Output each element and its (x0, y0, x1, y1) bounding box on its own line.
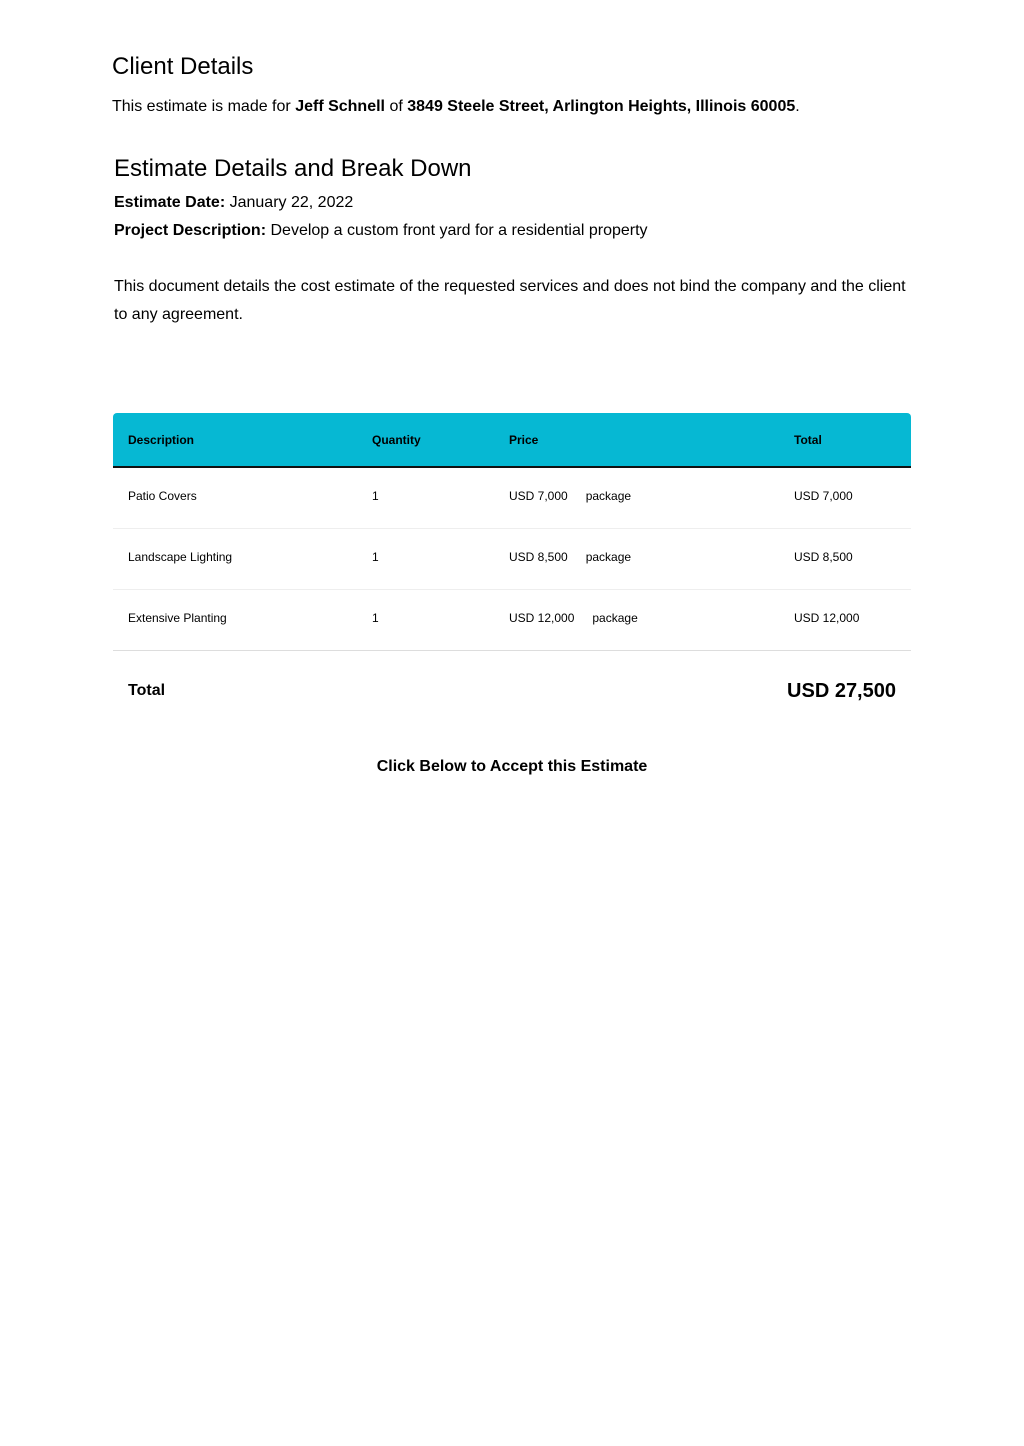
row-price-unit: package (592, 611, 638, 625)
client-intro-line (112, 96, 800, 118)
estimate-date-line (114, 192, 353, 214)
client-of-text: of (389, 98, 403, 115)
row-description: Patio Covers (128, 489, 197, 503)
row-quantity: 1 (372, 611, 379, 625)
accept-estimate-prompt: Click Below to Accept this Estimate (376, 758, 648, 775)
header-total: Total (794, 433, 822, 447)
header-description: Description (128, 433, 195, 447)
estimate-date-label: Estimate Date: (114, 194, 226, 211)
client-address: 3849 Steele Street, Arlington Heights, Illinois 60005 (407, 98, 796, 115)
row-description: Landscape Lighting (128, 550, 233, 564)
grand-total-row (113, 672, 911, 712)
grand-total-label: Total (128, 682, 166, 699)
row-price (509, 550, 631, 564)
row-price-unit: package (585, 550, 632, 564)
client-period: . (795, 98, 800, 115)
client-details-title: Client Details (112, 53, 254, 80)
header-price: Price (509, 433, 539, 447)
row-price-amount: USD 12,000 (509, 611, 575, 625)
row-price (509, 611, 638, 625)
estimate-disclaimer: This document details the cost estimate of the requested services and does not bind the company and the client to any agreement. (114, 278, 906, 323)
row-total: USD 7,000 (794, 489, 853, 503)
row-total: USD 8,500 (794, 550, 853, 564)
row-price-amount: USD 8,500 (509, 550, 568, 564)
project-description-label: Project Description: (114, 222, 267, 239)
row-total: USD 12,000 (794, 611, 860, 625)
project-description-value: Develop a custom front yard for a residential property (270, 222, 648, 239)
estimate-table (113, 413, 911, 651)
table-row (113, 468, 911, 529)
row-quantity: 1 (372, 550, 379, 564)
client-name: Jeff Schnell (295, 98, 385, 115)
grand-total-value: USD 27,500 (787, 680, 896, 702)
row-price-amount: USD 7,000 (509, 489, 568, 503)
header-quantity: Quantity (372, 433, 421, 447)
row-price (509, 489, 631, 503)
client-intro-text: This estimate is made for (112, 98, 291, 115)
estimate-details-title: Estimate Details and Break Down (114, 155, 472, 182)
project-description-line (114, 220, 648, 242)
estimate-date-value: January 22, 2022 (229, 194, 354, 211)
row-description: Extensive Planting (128, 611, 227, 625)
table-header (113, 413, 911, 468)
table-row (113, 529, 911, 590)
row-price-unit: package (585, 489, 632, 503)
row-quantity: 1 (372, 489, 379, 503)
table-row (113, 590, 911, 651)
